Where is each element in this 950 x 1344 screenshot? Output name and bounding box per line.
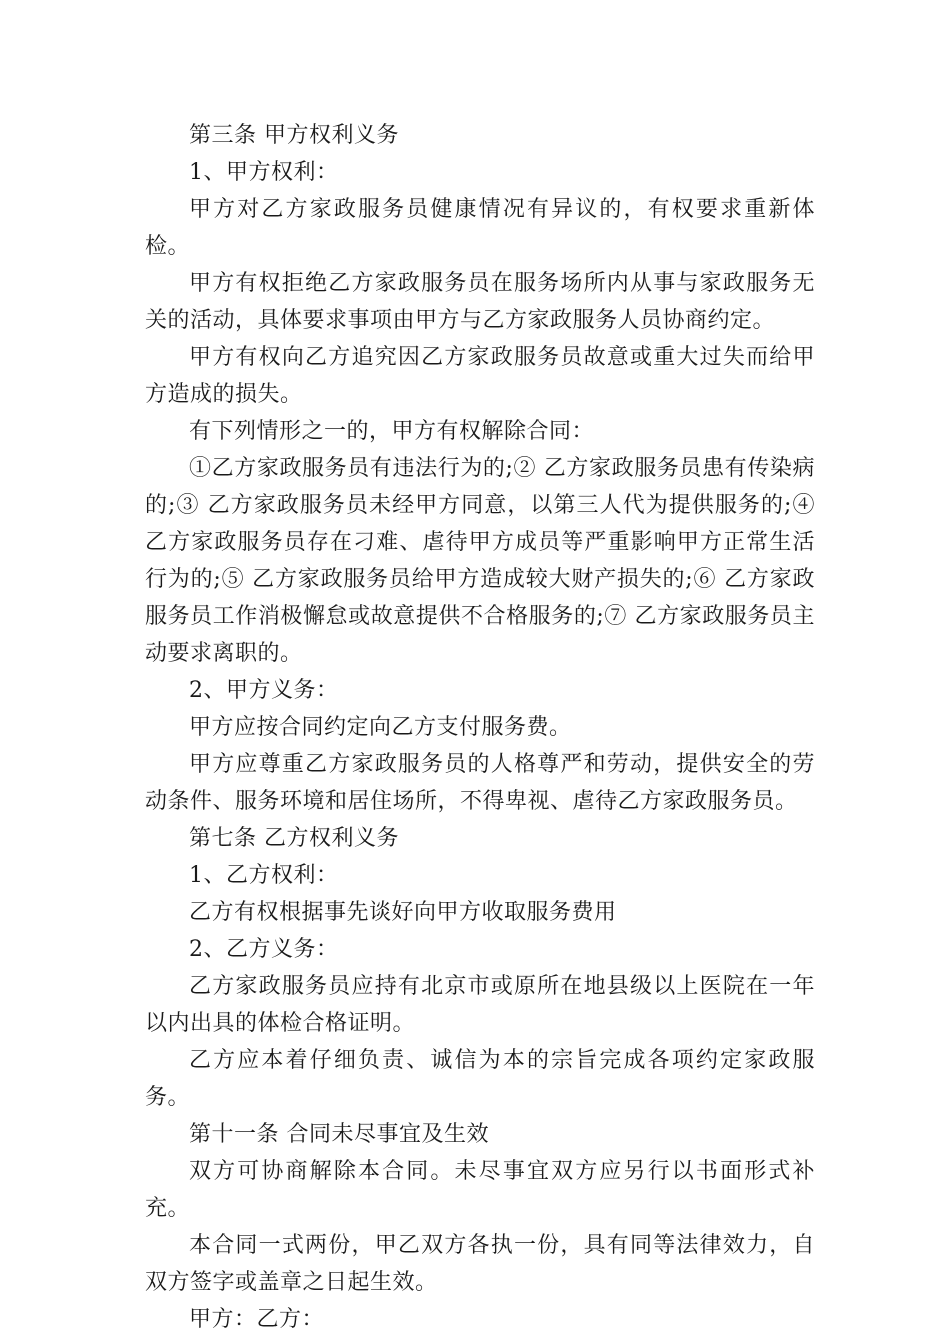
subheading-party-b-obligations: 2、乙方义务： bbox=[189, 937, 339, 962]
paragraph: 乙方有权根据事先谈好向甲方收取服务费用 bbox=[189, 900, 617, 925]
paragraph: 甲方应按合同约定向乙方支付服务费。 bbox=[189, 715, 572, 740]
paragraph-termination-cases: ①乙方家政服务员有违法行为的;② 乙方家政服务员患有传染病的;③ 乙方家政服务员未经甲方同意，以第三人代为提供服务的;④ 乙方家政服务员存在刁难、虐待甲方成员等严重影响甲方正常生活行为的;⑤ 乙方家政服务员给甲方造成较大财产损失的;⑥ 乙方家政服务员工作消极懈怠或故意提供不合格服务的;⑦ 乙方家政服务员主动要求离职的。 bbox=[145, 456, 815, 666]
paragraph: 甲方对乙方家政服务员健康情况有异议的，有权要求重新体检。 bbox=[145, 197, 815, 259]
subheading-party-a-rights: 1、甲方权利： bbox=[189, 160, 339, 185]
paragraph: 有下列情形之一的，甲方有权解除合同： bbox=[189, 419, 595, 444]
section-heading-7: 第七条 乙方权利义务 bbox=[189, 826, 399, 851]
paragraph: 双方可协商解除本合同。未尽事宜双方应另行以书面形式补充。 bbox=[145, 1159, 815, 1221]
document-body bbox=[145, 117, 815, 1338]
section-heading-11: 第十一条 合同未尽事宜及生效 bbox=[189, 1122, 489, 1147]
subheading-party-a-obligations: 2、甲方义务： bbox=[189, 678, 339, 703]
paragraph: 甲方应尊重乙方家政服务员的人格尊严和劳动，提供安全的劳动条件、服务环境和居住场所，不得卑视、虐待乙方家政服务员。 bbox=[145, 752, 815, 814]
paragraph: 本合同一式两份，甲乙双方各执一份，具有同等法律效力，自双方签字或盖章之日起生效。 bbox=[145, 1233, 815, 1295]
section-heading-3: 第三条 甲方权利义务 bbox=[189, 123, 399, 148]
signature-line: 甲方：乙方： bbox=[189, 1307, 325, 1332]
paragraph: 乙方家政服务员应持有北京市或原所在地县级以上医院在一年以内出具的体检合格证明。 bbox=[145, 974, 815, 1036]
paragraph: 乙方应本着仔细负责、诚信为本的宗旨完成各项约定家政服务。 bbox=[145, 1048, 815, 1110]
subheading-party-b-rights: 1、乙方权利： bbox=[189, 863, 339, 888]
paragraph: 甲方有权拒绝乙方家政服务员在服务场所内从事与家政服务无关的活动，具体要求事项由甲方与乙方家政服务人员协商约定。 bbox=[145, 271, 815, 333]
paragraph: 甲方有权向乙方追究因乙方家政服务员故意或重大过失而给甲方造成的损失。 bbox=[145, 345, 815, 407]
